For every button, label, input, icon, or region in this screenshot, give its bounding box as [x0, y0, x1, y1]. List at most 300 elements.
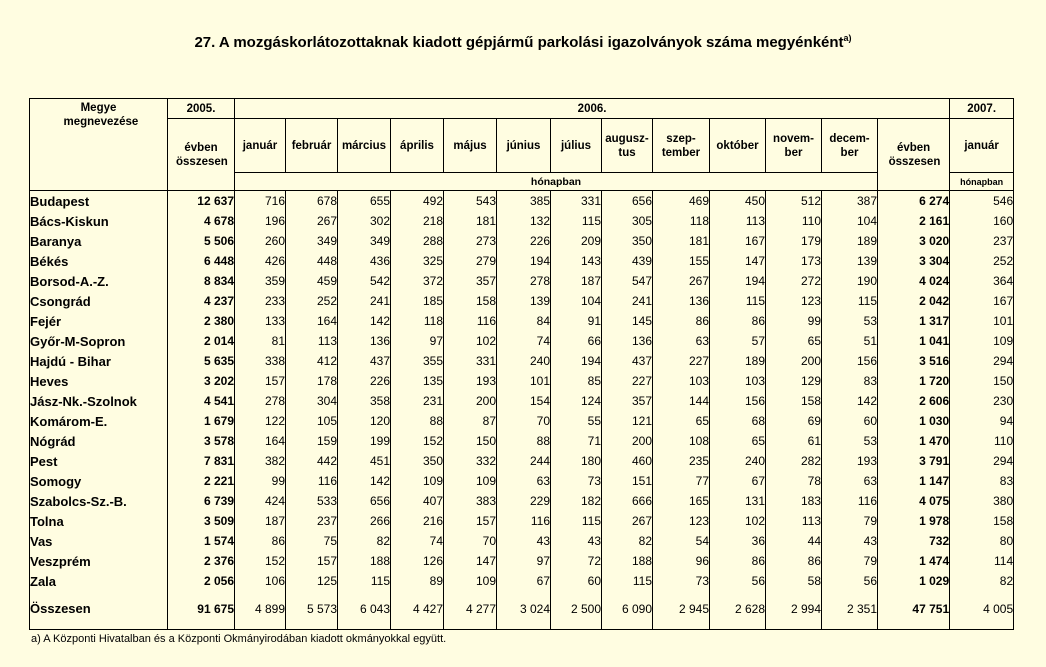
cell-2005-total: 2 376 [168, 551, 235, 571]
cell-month: 266 [338, 511, 391, 531]
cell-2006-total: 1 147 [878, 471, 950, 491]
cell-month: 56 [822, 571, 878, 591]
region-name: Heves [30, 371, 168, 391]
cell-month: 133 [235, 311, 286, 331]
cell-2007-jan: 101 [950, 311, 1014, 331]
cell-month: 182 [551, 491, 602, 511]
cell-month: 358 [338, 391, 391, 411]
cell-month: 145 [602, 311, 653, 331]
cell-month: 547 [602, 271, 653, 291]
cell-month: 305 [602, 211, 653, 231]
cell-month: 147 [444, 551, 497, 571]
cell-2006-total: 1 030 [878, 411, 950, 431]
table-body [30, 191, 1014, 630]
cell-month: 181 [653, 231, 710, 251]
cell-month: 86 [653, 311, 710, 331]
region-name: Komárom-E. [30, 411, 168, 431]
cell-month: 267 [653, 271, 710, 291]
cell-month: 79 [822, 511, 878, 531]
cell-2007-jan: 546 [950, 191, 1014, 212]
cell-month: 2 500 [551, 591, 602, 630]
cell-month: 139 [497, 291, 551, 311]
cell-2006-total: 47 751 [878, 591, 950, 630]
cell-month: 124 [551, 391, 602, 411]
cell-month: 154 [497, 391, 551, 411]
cell-month: 332 [444, 451, 497, 471]
cell-2007-jan: 230 [950, 391, 1014, 411]
cell-month: 56 [710, 571, 766, 591]
cell-2006-total: 4 075 [878, 491, 950, 511]
cell-month: 543 [444, 191, 497, 212]
cell-2005-total: 2 380 [168, 311, 235, 331]
cell-month: 63 [653, 331, 710, 351]
cell-month: 279 [444, 251, 497, 271]
cell-month: 359 [235, 271, 286, 291]
cell-month: 136 [653, 291, 710, 311]
cell-month: 181 [444, 211, 497, 231]
region-name: Tolna [30, 511, 168, 531]
region-name: Győr-M-Sopron [30, 331, 168, 351]
cell-2005-total: 3 578 [168, 431, 235, 451]
region-name: Veszprém [30, 551, 168, 571]
cell-month: 437 [338, 351, 391, 371]
header-2007: 2007. [950, 99, 1014, 119]
cell-month: 110 [766, 211, 822, 231]
table-row [30, 331, 1014, 351]
cell-2007-jan: 294 [950, 451, 1014, 471]
cell-month: 382 [235, 451, 286, 471]
cell-2006-total: 732 [878, 531, 950, 551]
cell-month: 147 [710, 251, 766, 271]
cell-month: 6 090 [602, 591, 653, 630]
total-row [30, 591, 1014, 630]
cell-month: 115 [338, 571, 391, 591]
cell-month: 4 277 [444, 591, 497, 630]
cell-month: 173 [766, 251, 822, 271]
cell-2005-total: 5 635 [168, 351, 235, 371]
header-month-label: novem-ber [773, 132, 814, 159]
cell-month: 2 994 [766, 591, 822, 630]
cell-2007-jan: 364 [950, 271, 1014, 291]
header-month [766, 119, 822, 173]
cell-month: 282 [766, 451, 822, 471]
cell-month: 115 [710, 291, 766, 311]
cell-month: 407 [391, 491, 444, 511]
region-name: Vas [30, 531, 168, 551]
cell-2005-total: 4 678 [168, 211, 235, 231]
header-2007-jan: január [950, 119, 1014, 173]
cell-2006-total: 1 317 [878, 311, 950, 331]
cell-2006-total: 1 720 [878, 371, 950, 391]
cell-2005-total: 1 574 [168, 531, 235, 551]
cell-month: 185 [391, 291, 444, 311]
cell-2007-jan: 80 [950, 531, 1014, 551]
cell-month: 157 [286, 551, 338, 571]
cell-month: 85 [551, 371, 602, 391]
cell-month: 152 [235, 551, 286, 571]
cell-month: 450 [710, 191, 766, 212]
cell-month: 372 [391, 271, 444, 291]
header-month: május [444, 119, 497, 173]
cell-month: 116 [822, 491, 878, 511]
cell-month: 63 [822, 471, 878, 491]
cell-month: 240 [497, 351, 551, 371]
cell-2007-jan: 294 [950, 351, 1014, 371]
cell-2005-total: 3 509 [168, 511, 235, 531]
cell-month: 136 [338, 331, 391, 351]
cell-month: 241 [602, 291, 653, 311]
cell-month: 83 [822, 371, 878, 391]
cell-month: 666 [602, 491, 653, 511]
cell-month: 349 [338, 231, 391, 251]
table-row [30, 571, 1014, 591]
cell-month: 451 [338, 451, 391, 471]
cell-month: 4 427 [391, 591, 444, 630]
cell-month: 436 [338, 251, 391, 271]
cell-month: 199 [338, 431, 391, 451]
cell-2007-jan: 160 [950, 211, 1014, 231]
cell-2005-total: 8 834 [168, 271, 235, 291]
cell-month: 190 [822, 271, 878, 291]
header-month: október [710, 119, 766, 173]
cell-month: 87 [444, 411, 497, 431]
cell-2006-total: 1 470 [878, 431, 950, 451]
cell-month: 437 [602, 351, 653, 371]
table-row [30, 231, 1014, 251]
cell-month: 97 [391, 331, 444, 351]
region-name: Budapest [30, 191, 168, 212]
cell-month: 2 628 [710, 591, 766, 630]
cell-month: 656 [602, 191, 653, 212]
cell-2006-total: 1 029 [878, 571, 950, 591]
cell-month: 125 [286, 571, 338, 591]
header-unit: hónapban [235, 173, 878, 191]
cell-month: 65 [766, 331, 822, 351]
cell-2007-jan: 94 [950, 411, 1014, 431]
cell-month: 65 [653, 411, 710, 431]
cell-month: 113 [286, 331, 338, 351]
table-row [30, 551, 1014, 571]
cell-month: 150 [444, 431, 497, 451]
data-table [29, 98, 1014, 630]
cell-2007-jan: 237 [950, 231, 1014, 251]
table-row [30, 351, 1014, 371]
table-row [30, 251, 1014, 271]
cell-month: 180 [551, 451, 602, 471]
table-row [30, 291, 1014, 311]
region-name: Pest [30, 451, 168, 471]
region-name: Somogy [30, 471, 168, 491]
cell-month: 542 [338, 271, 391, 291]
cell-month: 54 [653, 531, 710, 551]
cell-month: 272 [766, 271, 822, 291]
table-row [30, 431, 1014, 451]
header-2006-total [878, 119, 950, 191]
header-month-label: decem-ber [829, 132, 870, 159]
cell-month: 131 [710, 491, 766, 511]
header-month: március [338, 119, 391, 173]
cell-month: 460 [602, 451, 653, 471]
cell-month: 135 [391, 371, 444, 391]
cell-month: 165 [653, 491, 710, 511]
cell-month: 116 [497, 511, 551, 531]
table-row [30, 451, 1014, 471]
cell-month: 241 [338, 291, 391, 311]
cell-month: 302 [338, 211, 391, 231]
cell-month: 102 [444, 331, 497, 351]
cell-month: 86 [710, 551, 766, 571]
cell-month: 252 [286, 291, 338, 311]
cell-month: 240 [710, 451, 766, 471]
cell-month: 136 [602, 331, 653, 351]
cell-2006-total: 4 024 [878, 271, 950, 291]
cell-month: 104 [822, 211, 878, 231]
cell-month: 101 [497, 371, 551, 391]
header-2005: 2005. [168, 99, 235, 119]
cell-month: 67 [710, 471, 766, 491]
cell-month: 74 [497, 331, 551, 351]
cell-2007-jan: 110 [950, 431, 1014, 451]
cell-month: 108 [653, 431, 710, 451]
page-title [0, 33, 1046, 51]
cell-month: 424 [235, 491, 286, 511]
cell-month: 109 [391, 471, 444, 491]
cell-2007-jan: 167 [950, 291, 1014, 311]
cell-month: 70 [444, 531, 497, 551]
cell-month: 43 [822, 531, 878, 551]
cell-month: 144 [653, 391, 710, 411]
cell-month: 86 [766, 551, 822, 571]
cell-month: 383 [444, 491, 497, 511]
cell-2005-total: 6 448 [168, 251, 235, 271]
cell-month: 99 [766, 311, 822, 331]
cell-month: 115 [551, 511, 602, 531]
cell-month: 194 [551, 351, 602, 371]
cell-2006-total: 3 020 [878, 231, 950, 251]
region-name: Zala [30, 571, 168, 591]
cell-month: 109 [444, 571, 497, 591]
cell-2005-total: 7 831 [168, 451, 235, 471]
cell-2006-total: 2 042 [878, 291, 950, 311]
region-name: Csongrád [30, 291, 168, 311]
cell-month: 5 573 [286, 591, 338, 630]
header-month: július [551, 119, 602, 173]
cell-month: 357 [602, 391, 653, 411]
header-2005-total [168, 119, 235, 191]
cell-month: 43 [551, 531, 602, 551]
table-row [30, 511, 1014, 531]
cell-month: 142 [338, 471, 391, 491]
cell-month: 69 [766, 411, 822, 431]
cell-month: 103 [710, 371, 766, 391]
cell-month: 132 [497, 211, 551, 231]
cell-month: 469 [653, 191, 710, 212]
cell-month: 349 [286, 231, 338, 251]
region-name: Fejér [30, 311, 168, 331]
cell-month: 58 [766, 571, 822, 591]
cell-month: 350 [391, 451, 444, 471]
cell-month: 357 [444, 271, 497, 291]
cell-month: 129 [766, 371, 822, 391]
cell-2007-jan: 158 [950, 511, 1014, 531]
header-month [822, 119, 878, 173]
cell-2006-total: 3 304 [878, 251, 950, 271]
cell-2006-total: 3 516 [878, 351, 950, 371]
cell-month: 196 [235, 211, 286, 231]
cell-month: 278 [235, 391, 286, 411]
cell-month: 81 [235, 331, 286, 351]
cell-month: 216 [391, 511, 444, 531]
cell-month: 53 [822, 431, 878, 451]
cell-month: 57 [710, 331, 766, 351]
cell-month: 218 [391, 211, 444, 231]
cell-month: 91 [551, 311, 602, 331]
header-month: június [497, 119, 551, 173]
cell-month: 3 024 [497, 591, 551, 630]
cell-2007-jan: 380 [950, 491, 1014, 511]
cell-month: 439 [602, 251, 653, 271]
cell-month: 123 [766, 291, 822, 311]
table-row [30, 311, 1014, 331]
cell-month: 385 [497, 191, 551, 212]
cell-2006-total: 1 041 [878, 331, 950, 351]
cell-month: 55 [551, 411, 602, 431]
cell-month: 120 [338, 411, 391, 431]
cell-month: 183 [766, 491, 822, 511]
cell-month: 36 [710, 531, 766, 551]
cell-month: 512 [766, 191, 822, 212]
cell-month: 86 [235, 531, 286, 551]
cell-month: 77 [653, 471, 710, 491]
header-2005-total-label: évben összesen [176, 141, 228, 168]
cell-month: 237 [286, 511, 338, 531]
cell-month: 51 [822, 331, 878, 351]
table-row [30, 271, 1014, 291]
cell-month: 164 [235, 431, 286, 451]
region-name: Jász-Nk.-Szolnok [30, 391, 168, 411]
cell-2007-jan: 83 [950, 471, 1014, 491]
cell-month: 115 [551, 211, 602, 231]
cell-month: 75 [286, 531, 338, 551]
cell-2005-total: 12 637 [168, 191, 235, 212]
region-name: Bács-Kiskun [30, 211, 168, 231]
cell-month: 156 [822, 351, 878, 371]
cell-2005-total: 1 679 [168, 411, 235, 431]
cell-month: 155 [653, 251, 710, 271]
cell-2006-total: 2 161 [878, 211, 950, 231]
cell-month: 73 [653, 571, 710, 591]
cell-month: 99 [235, 471, 286, 491]
cell-month: 88 [497, 431, 551, 451]
cell-2005-total: 5 506 [168, 231, 235, 251]
cell-2006-total: 1 474 [878, 551, 950, 571]
cell-month: 716 [235, 191, 286, 212]
cell-month: 235 [653, 451, 710, 471]
cell-month: 115 [822, 291, 878, 311]
cell-month: 152 [391, 431, 444, 451]
region-name: Nógrád [30, 431, 168, 451]
cell-month: 79 [822, 551, 878, 571]
cell-month: 227 [653, 351, 710, 371]
region-name: Békés [30, 251, 168, 271]
cell-month: 116 [444, 311, 497, 331]
cell-month: 492 [391, 191, 444, 212]
cell-month: 113 [710, 211, 766, 231]
cell-month: 338 [235, 351, 286, 371]
cell-2006-total: 6 274 [878, 191, 950, 212]
region-name: Szabolcs-Sz.-B. [30, 491, 168, 511]
cell-month: 533 [286, 491, 338, 511]
cell-2005-total: 4 541 [168, 391, 235, 411]
header-month-label: szep-tember [661, 132, 701, 159]
cell-month: 188 [338, 551, 391, 571]
cell-month: 187 [551, 271, 602, 291]
cell-2007-jan: 150 [950, 371, 1014, 391]
cell-month: 143 [551, 251, 602, 271]
cell-month: 86 [710, 311, 766, 331]
cell-month: 159 [286, 431, 338, 451]
cell-month: 89 [391, 571, 444, 591]
cell-month: 121 [602, 411, 653, 431]
cell-month: 288 [391, 231, 444, 251]
table-row [30, 371, 1014, 391]
cell-month: 44 [766, 531, 822, 551]
cell-month: 71 [551, 431, 602, 451]
cell-month: 88 [391, 411, 444, 431]
cell-2005-total: 2 221 [168, 471, 235, 491]
cell-2007-jan: 109 [950, 331, 1014, 351]
table-row [30, 471, 1014, 491]
cell-month: 426 [235, 251, 286, 271]
cell-month: 73 [551, 471, 602, 491]
cell-month: 331 [444, 351, 497, 371]
cell-2007-jan: 82 [950, 571, 1014, 591]
cell-month: 53 [822, 311, 878, 331]
header-region [30, 99, 168, 191]
cell-2007-jan: 252 [950, 251, 1014, 271]
cell-month: 158 [444, 291, 497, 311]
cell-2006-total: 2 606 [878, 391, 950, 411]
cell-month: 151 [602, 471, 653, 491]
cell-month: 267 [286, 211, 338, 231]
cell-month: 325 [391, 251, 444, 271]
header-2006: 2006. [235, 99, 950, 119]
cell-month: 118 [391, 311, 444, 331]
cell-month: 116 [286, 471, 338, 491]
cell-month: 167 [710, 231, 766, 251]
cell-month: 156 [710, 391, 766, 411]
cell-month: 656 [338, 491, 391, 511]
cell-month: 2 945 [653, 591, 710, 630]
cell-month: 139 [822, 251, 878, 271]
cell-month: 229 [497, 491, 551, 511]
table-row [30, 491, 1014, 511]
cell-month: 678 [286, 191, 338, 212]
cell-month: 102 [710, 511, 766, 531]
header-month: február [286, 119, 338, 173]
cell-month: 43 [497, 531, 551, 551]
cell-month: 103 [653, 371, 710, 391]
footnote: a) A Központi Hivatalban és a Központi Okmányirodában kiadott okmányokkal együtt. [31, 633, 447, 645]
cell-month: 142 [822, 391, 878, 411]
cell-month: 200 [602, 431, 653, 451]
cell-month: 164 [286, 311, 338, 331]
cell-month: 105 [286, 411, 338, 431]
cell-month: 84 [497, 311, 551, 331]
header-month: január [235, 119, 286, 173]
header-month-label: augusz-tus [605, 132, 649, 159]
cell-2005-total: 4 237 [168, 291, 235, 311]
